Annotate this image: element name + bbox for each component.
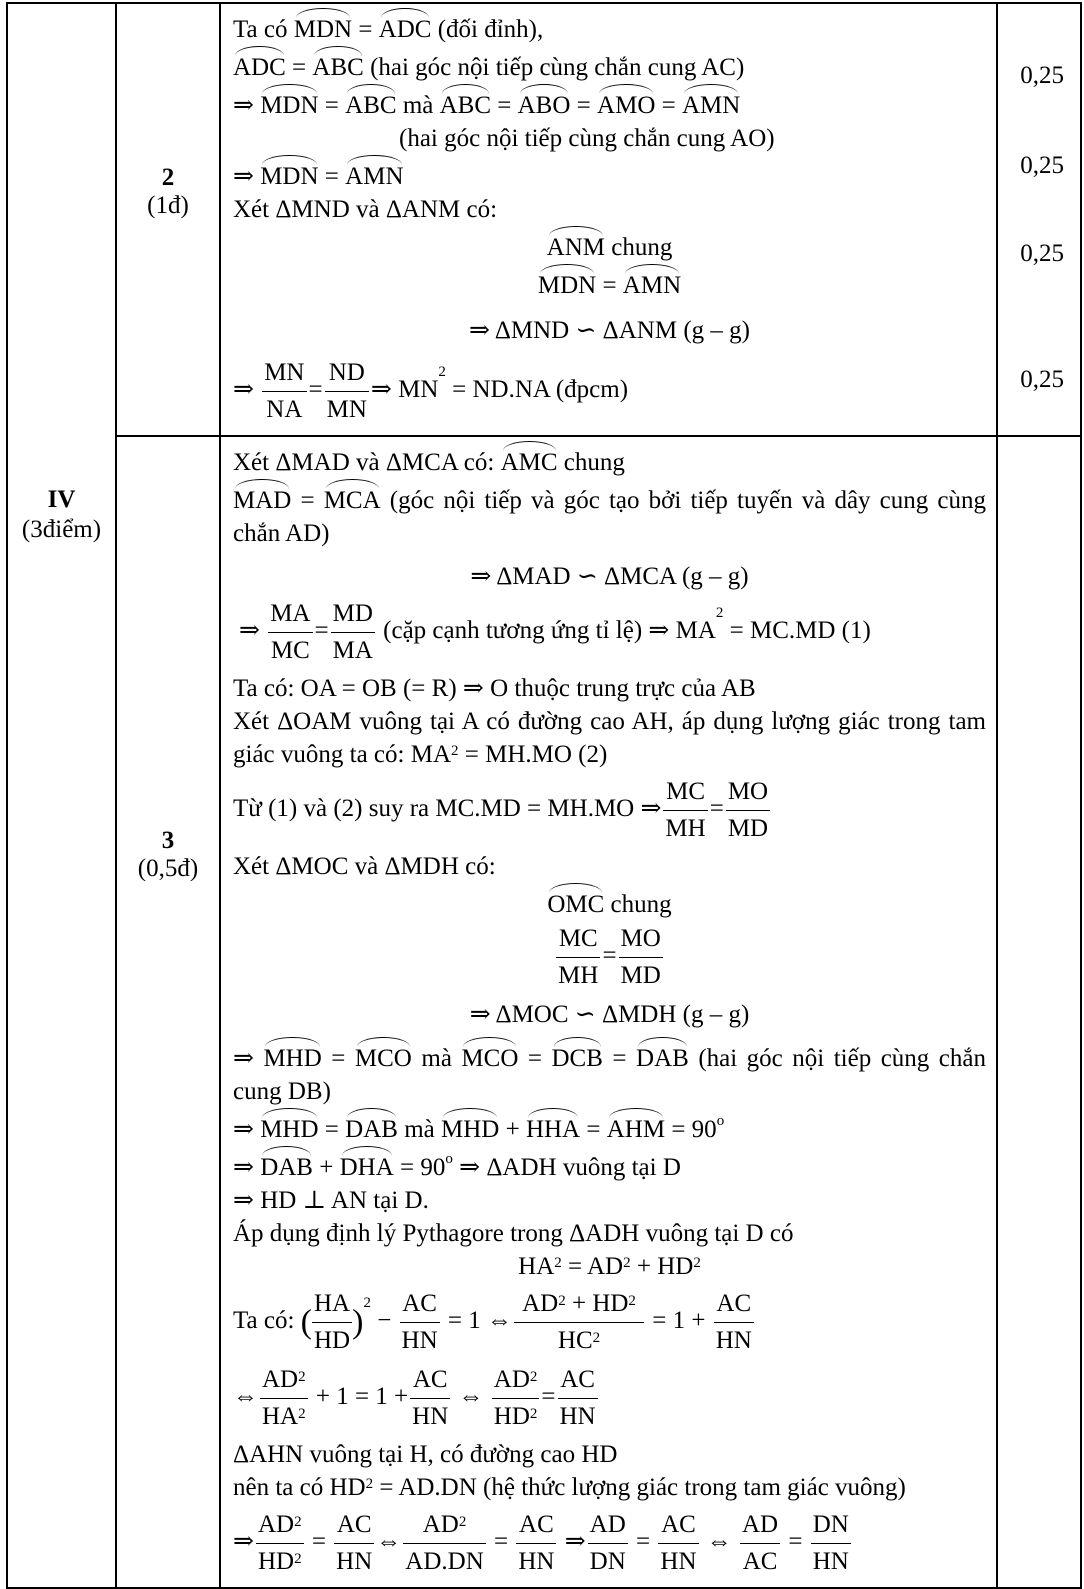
angle-symbol: AMC: [501, 441, 558, 479]
part3-number: 3: [161, 827, 175, 854]
math-text: MA: [268, 596, 312, 633]
math-text: 2: [458, 1514, 467, 1530]
math-text: MC: [663, 774, 707, 811]
math-text: Xét ΔMAD và ΔMCA có:: [233, 449, 501, 476]
math-text: =: [596, 272, 623, 299]
part3-points: (0,5đ): [137, 855, 199, 882]
math-text: + 1 = 1 +: [309, 1383, 409, 1411]
math-text: ⇒: [564, 1528, 586, 1556]
math-text: −: [370, 1307, 398, 1335]
part3-scores: [997, 436, 1081, 1588]
math-text: =: [285, 54, 313, 81]
math-text: (hai góc nội tiếp cùng chắn cung AO): [399, 125, 775, 152]
math-text: ⇔: [233, 1383, 258, 1411]
math-text: ⇒: [233, 92, 261, 119]
angle-symbol: AMN: [345, 155, 403, 193]
angle-symbol: MCO: [461, 1037, 518, 1075]
math-text: + HD: [630, 1253, 694, 1280]
math-text: HA: [518, 1253, 555, 1280]
math-text: 2: [628, 1293, 636, 1309]
math-text: HA: [312, 1286, 352, 1323]
math-text: MO: [726, 774, 770, 811]
part2-cell: [116, 3, 220, 436]
math-text: MN: [262, 355, 306, 392]
angle-symbol: MDN: [294, 8, 352, 46]
math-text: HN: [812, 1548, 849, 1575]
math-text: ΔAHN vuông tại H, có đường cao HD: [233, 1441, 618, 1468]
math-text: chung: [557, 449, 625, 476]
math-text: MD: [727, 815, 769, 842]
math-text: AC: [516, 1507, 556, 1544]
math-text: MD: [331, 596, 375, 633]
angle-symbol: HHA: [526, 1108, 580, 1146]
angle-symbol: ABC: [440, 84, 491, 122]
score: 0,25: [1020, 62, 1064, 89]
solution-table: [6, 2, 1082, 1589]
angle-symbol: MCA: [324, 479, 381, 517]
math-text: (góc nội tiếp và góc tạo bởi tiếp tuyến và dây cung cùng chắn AD): [233, 487, 986, 547]
angle-symbol: OMC: [547, 883, 604, 921]
part2-scores: [997, 3, 1081, 436]
math-text: 2: [623, 1255, 631, 1271]
math-text: nên ta có HD: [233, 1474, 366, 1501]
part2-points: (1đ): [147, 192, 189, 219]
angle-symbol: ANM: [547, 226, 605, 264]
section-label: IV: [47, 486, 76, 513]
math-text: ND: [325, 355, 369, 392]
angle-symbol: MAD: [233, 479, 291, 517]
math-text: ⇒ ΔMND ∽ ΔANM (g – g): [469, 317, 750, 344]
angle-symbol: MDN: [260, 84, 318, 122]
math-text: = ND.NA (đpcm): [445, 376, 629, 404]
part3-cell: [116, 436, 220, 1588]
angle-symbol: ADC: [233, 46, 286, 84]
math-text: AC: [334, 1507, 374, 1544]
angle-symbol: DAB: [260, 1146, 313, 1184]
math-text: chung: [604, 234, 673, 261]
math-text: chung: [604, 891, 672, 918]
math-text: +: [499, 1116, 526, 1143]
angle-symbol: ABO: [518, 84, 571, 122]
math-text: HD: [257, 1548, 295, 1575]
part3-content: Xét ΔMAD và ΔMCA có: AMC chung MAD = MCA (góc nội tiếp và góc tạo bởi tiếp tuyến và dây cung cùng chắn AD) ⇒ ΔMAD ∽ ΔMCA (g – g) ⇒ $\frac{MA}{MC}$ = $\frac{MD}{MA}$ (cặp cạnh tương ứng tỉ lệ) ⇒ $MA^2 = MC.MD$ (1) Ta có: OA = OB (= R) ⇒ O thuộc trung trực của AB Xét ΔOAM vuông tại A có đường cao AH, áp dụng lượng giác trong tam giác vuông ta có: $MA^2 = MH.MO$ (2) Từ (1) và (2) suy ra MC.MD = MH.MO ⇒ $\frac{MC}{MH}$ = $\frac{MO}{MD}$ Xét ΔMOC và ΔMDH có: OMC chung $\frac{MC}{MH}$ = $\frac{MO}{MD}$ ⇒ ΔMOC ∽ ΔMDH (g – g) ⇒ MHD = MCO mà MCO = DCB = DAB (hai góc nội tiếp cùng chắn cung DB) ⇒ MHD = DAB mà MHD + HHA = AHM = $90^o$ ⇒ DAB + DHA = $90^o$ ⇒ ΔADH vuông tại D ⇒ HD ⊥ AN tại D. Áp dụng định lý Pythagore trong ΔADH vuông tại D có $HA^2 = AD^2 + HD^2$ Ta có: ( $\frac{HA}{HD}$ )$^2$ − $\frac{AC}{HN}$ = 1 ⇔ $\frac{AD^2 + HD^2}{HC^2}$ = 1 + $\frac{AC}{HN}$ ⇔ $\frac{AD^2}{HA^2}$ + 1 = 1 + $\frac{AC}{HN}$ ⇔ $\frac{AD^2}{HD^2}$ = $\frac{AC}{HN}$ ΔAHN vuông tại H, có đường cao HD nên ta có $HD^2 = AD.DN$ (hệ thức lượng giác trong tam giác vuông) ⇒ $\frac{AD^2}{HD^2}$ = $\frac{AC}{HN}$ ⇔ $\frac{AD^2}{AD.DN}$ = $\frac{AC}{HN}$ ⇒ $\frac{AD}{DN}$ = $\frac{AC}{HN}$ ⇔ $\frac{AD}{AC}$ = $\frac{DN}{HN}$: [220, 436, 997, 1588]
angle-symbol: MDN: [260, 155, 318, 193]
math-text: HD: [592, 1290, 629, 1317]
math-text: HN: [660, 1548, 697, 1575]
math-text: ⇒ ΔMAD ∽ ΔMCA (g – g): [470, 563, 749, 590]
math-text: MH: [558, 962, 599, 989]
math-text: 2: [294, 1514, 302, 1530]
math-text: Áp dụng định lý Pythagore trong ΔADH vuông tại D có: [233, 1220, 794, 1247]
math-text: = 1 ⇔: [441, 1307, 513, 1335]
math-text: HN: [401, 1327, 438, 1354]
math-text: AC: [658, 1507, 698, 1544]
section-points: (3điểm): [21, 516, 102, 543]
math-text: MO: [619, 921, 663, 958]
math-text: mà: [396, 92, 440, 119]
angle-symbol: MDN: [538, 264, 596, 302]
math-text: HN: [412, 1403, 449, 1430]
math-text: =: [318, 163, 346, 190]
math-text: MC: [270, 637, 310, 664]
math-text: HD: [314, 1327, 351, 1354]
math-text: ⇒: [233, 1528, 254, 1556]
math-text: Xét ΔMND và ΔANM có:: [233, 196, 498, 223]
math-text: = AD: [561, 1253, 624, 1280]
math-text: ⇒ MN: [370, 376, 439, 404]
angle-symbol: MHD: [441, 1108, 499, 1146]
math-text: = MH.MO (2): [458, 741, 608, 768]
math-text: AC: [558, 1362, 598, 1399]
angle-symbol: ABC: [345, 84, 396, 122]
score: 0,25: [1020, 366, 1064, 393]
math-text: =: [352, 16, 379, 43]
math-text: ⇒ HD ⊥ AN tại D.: [233, 1187, 429, 1214]
math-text: ⇒ ΔADH vuông tại D: [452, 1154, 681, 1181]
math-text: HN: [518, 1548, 555, 1575]
angle-symbol: AMN: [682, 84, 740, 122]
angle-symbol: MHD: [260, 1108, 318, 1146]
math-text: AD: [257, 1511, 295, 1538]
math-text: 2: [298, 1369, 306, 1385]
math-text: Xét ΔMOC và ΔMDH có:: [233, 853, 496, 880]
math-text: AC: [742, 1548, 778, 1575]
angle-symbol: DAB: [345, 1108, 398, 1146]
math-text: =: [491, 92, 518, 119]
math-text: (hai góc nội tiếp cùng chắn cung DB): [233, 1045, 986, 1105]
math-text: Xét ΔOAM vuông tại A có đường cao AH, áp dụng lượng giác trong tam giác vuông ta có: MA: [233, 708, 986, 768]
angle-symbol: DHA: [340, 1146, 394, 1184]
math-text: MN: [326, 396, 367, 423]
math-text: = 90: [665, 1116, 717, 1143]
math-text: ⇒: [233, 1154, 254, 1181]
math-text: 2: [298, 1406, 306, 1422]
math-text: 2: [529, 1406, 538, 1422]
math-text: ⇒: [233, 1116, 254, 1143]
math-text: AD.DN: [405, 1548, 484, 1575]
score: 0,25: [1020, 152, 1064, 179]
math-text: ⇔: [376, 1528, 402, 1556]
math-text: = MC.MD (1): [723, 617, 871, 645]
math-text: o: [716, 1113, 725, 1129]
math-text: HN: [559, 1403, 596, 1430]
math-text: = 1 +: [646, 1307, 712, 1335]
angle-symbol: ADC: [379, 8, 432, 46]
math-text: DN: [811, 1507, 851, 1544]
math-text: (đối đỉnh),: [431, 16, 544, 43]
math-text: =: [655, 92, 682, 119]
math-text: MD: [620, 962, 661, 989]
math-text: AC: [410, 1362, 450, 1399]
math-text: 2: [715, 605, 724, 621]
math-text: Ta có: OA = OB (= R) ⇒ O thuộc trung trực của AB: [233, 675, 756, 702]
math-text: 2: [365, 1476, 374, 1492]
math-text: ⇔: [706, 1528, 732, 1556]
math-text: DN: [589, 1548, 626, 1575]
part2-number: 2: [161, 164, 175, 191]
math-text: Từ (1) và (2) suy ra MC.MD = MH.MO ⇒: [233, 795, 662, 823]
math-text: AD: [493, 1366, 530, 1393]
math-text: (cặp cạnh tương ứng tỉ lệ) ⇒ MA: [376, 617, 716, 645]
math-text: o: [445, 1151, 453, 1167]
math-text: ): [352, 1303, 364, 1341]
math-text: Ta có: [233, 16, 294, 43]
angle-symbol: DCB: [552, 1037, 603, 1075]
math-text: HA: [262, 1403, 299, 1430]
math-text: NA: [266, 396, 303, 423]
math-text: 2: [294, 1551, 302, 1567]
math-text: +: [313, 1154, 340, 1181]
score: 0,25: [1020, 240, 1064, 267]
math-text: MA: [332, 637, 373, 664]
math-text: MH: [665, 815, 706, 842]
math-text: 2: [554, 1255, 562, 1271]
math-text: AD: [262, 1366, 299, 1393]
math-text: AC: [714, 1286, 754, 1323]
angle-symbol: MHD: [263, 1037, 321, 1075]
math-text: (hai góc nội tiếp cùng chắn cung AC): [363, 54, 745, 81]
math-text: 2: [438, 364, 446, 380]
math-text: 2: [363, 1295, 371, 1311]
math-text: HC: [557, 1327, 593, 1354]
math-text: ⇒: [233, 376, 261, 404]
math-text: 2: [693, 1255, 701, 1271]
math-text: = AD.DN (hệ thức lượng giác trong tam giác vuông): [373, 1474, 906, 1501]
math-text: 2: [592, 1330, 601, 1346]
angle-symbol: AHM: [607, 1108, 665, 1146]
angle-symbol: AMO: [597, 84, 655, 122]
math-text: HN: [715, 1327, 752, 1354]
angle-symbol: MCO: [355, 1037, 412, 1075]
math-text: ⇒: [239, 617, 260, 645]
math-text: HN: [336, 1548, 373, 1575]
math-text: ⇔: [452, 1383, 490, 1411]
math-text: AD: [588, 1507, 628, 1544]
math-text: AD: [422, 1511, 459, 1538]
math-text: MC: [556, 921, 600, 958]
angle-symbol: AMN: [623, 264, 681, 302]
math-text: AD: [522, 1290, 559, 1317]
math-text: 2: [558, 1293, 566, 1309]
math-text: 2: [529, 1369, 538, 1385]
math-text: ⇒ ΔMOC ∽ ΔMDH (g – g): [469, 1001, 750, 1028]
part2-content: Ta có MDN = ADC (đối đỉnh), ADC = ABC (hai góc nội tiếp cùng chắn cung AC) ⇒ MDN = ABC mà ABC = ABO = AMO = AMN (hai góc nội tiếp cùng chắn cung AO) ⇒ MDN = AMN Xét ΔMND và ΔANM có: ANM chung MDN = AMN ⇒ ΔMND ∽ ΔANM (g – g) ⇒ $\frac{MN}{NA}$ = $\frac{ND}{MN}$ ⇒ $MN^2 = ND.NA$ (đpcm): [220, 3, 997, 436]
math-text: = 90: [393, 1154, 446, 1181]
math-text: =: [570, 92, 598, 119]
section-cell: [7, 3, 116, 1588]
math-text: =: [318, 92, 346, 119]
math-text: ⇒: [233, 1045, 254, 1072]
row-part-2: [7, 3, 1081, 436]
math-text: ⇒: [233, 163, 261, 190]
math-text: (: [300, 1303, 312, 1341]
math-text: AC: [400, 1286, 440, 1323]
math-text: 2: [451, 743, 459, 759]
row-part-3: [7, 436, 1081, 1588]
math-text: Ta có:: [233, 1307, 301, 1335]
angle-symbol: DAB: [636, 1037, 689, 1075]
math-text: AD: [740, 1507, 780, 1544]
angle-symbol: ABC: [312, 46, 363, 84]
math-text: HD: [493, 1403, 530, 1430]
